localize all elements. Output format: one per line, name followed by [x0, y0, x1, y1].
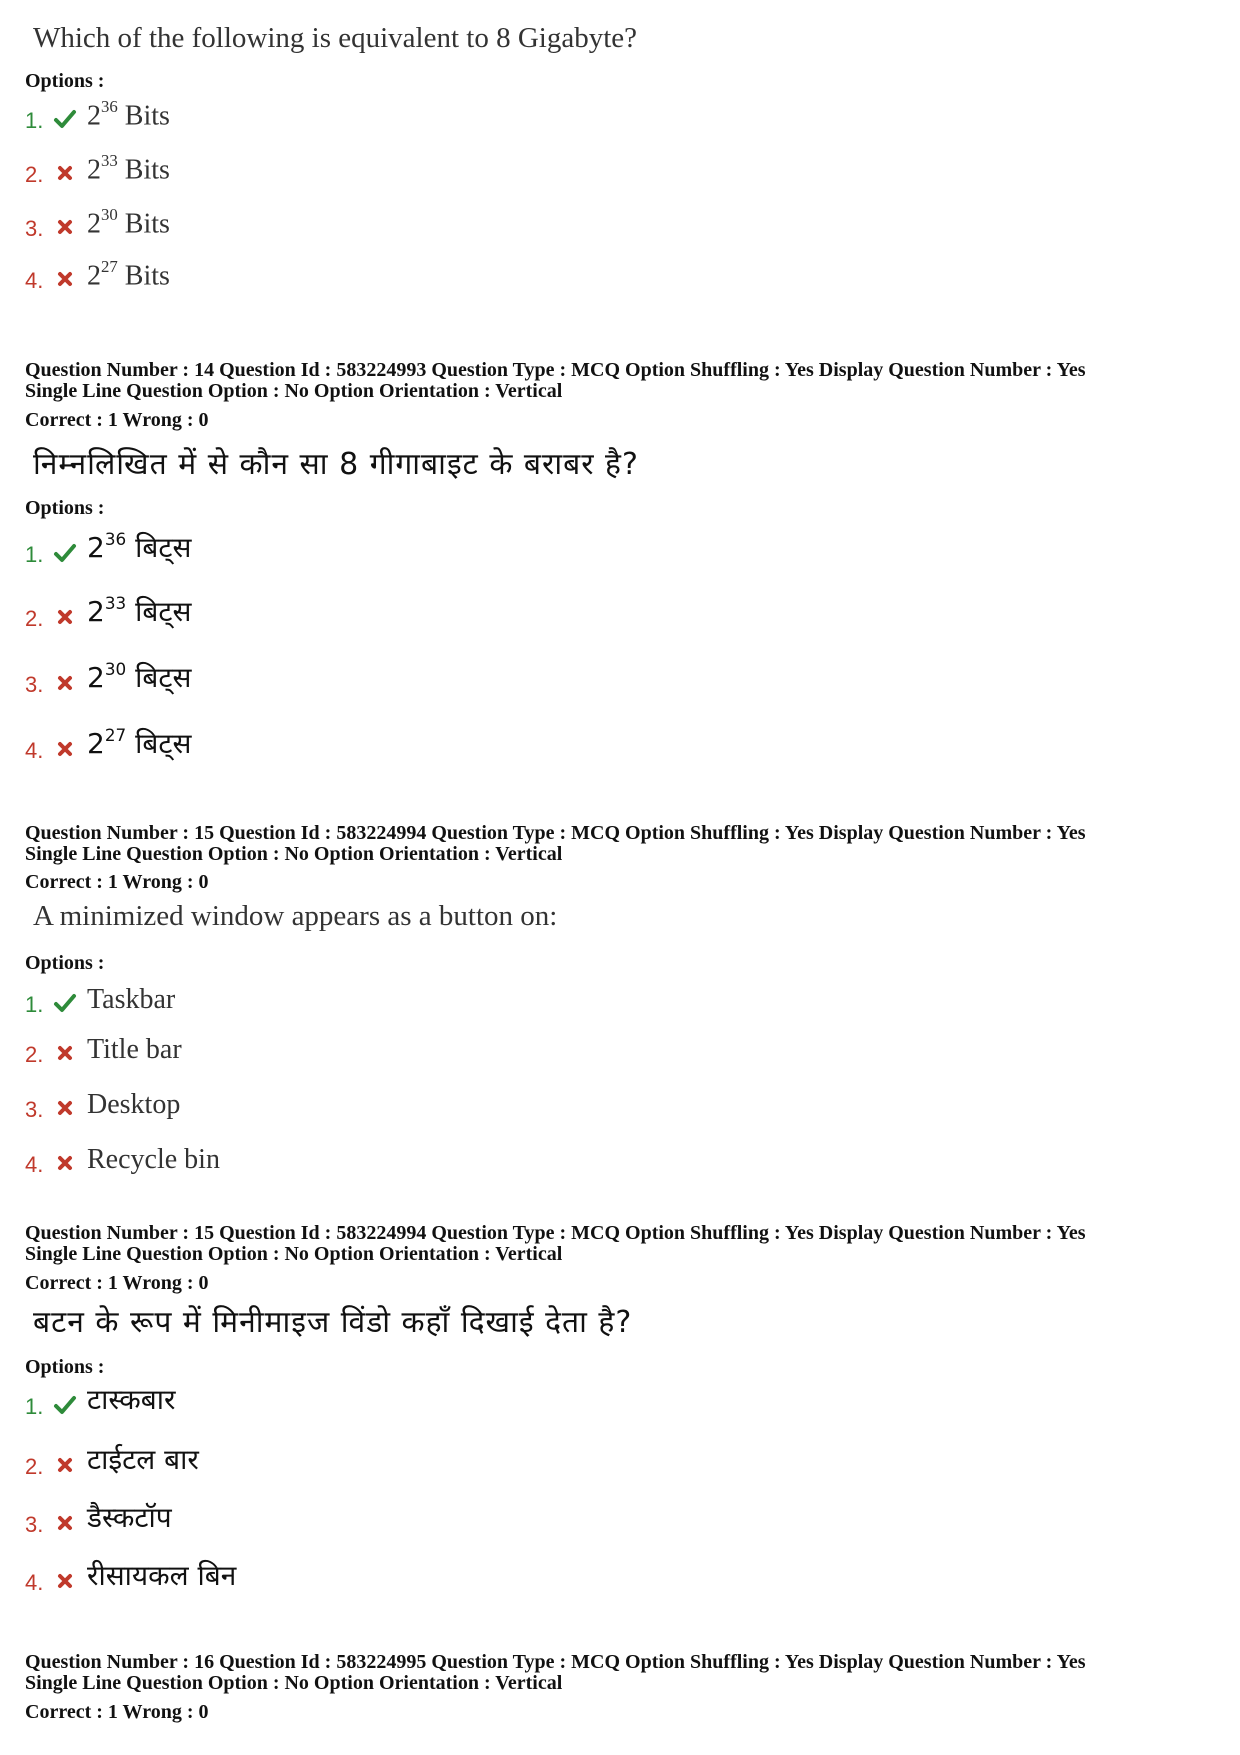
option-value: टाईटल बार	[87, 1443, 199, 1476]
option-number: 1.	[25, 992, 44, 1017]
power-base: 2	[87, 100, 101, 131]
cross-icon	[53, 1512, 77, 1534]
meta-line: Question Number : 14 Question Id : 583224993 Question Type : MCQ Option Shuffling : Yes Display Question Number : Yes	[25, 359, 1086, 381]
meta-line: Single Line Question Option : No Option Orientation : Vertical	[25, 1243, 563, 1265]
power-exponent: 27	[101, 256, 118, 276]
power-exponent: 30	[101, 204, 118, 224]
options-label: Options :	[25, 1356, 105, 1378]
meta-line: Question Number : 16 Question Id : 583224995 Question Type : MCQ Option Shuffling : Yes Display Question Number : Yes	[25, 1651, 1086, 1673]
option-number: 2.	[25, 1042, 44, 1067]
option-unit: बिट्स	[135, 661, 192, 694]
option-unit: Bits	[124, 260, 170, 291]
option-unit: बिट्स	[135, 531, 192, 564]
option-number: 2.	[25, 606, 44, 631]
question-text: निम्नलिखित में से कौन सा 8 गीगाबाइट के बराबर है?	[33, 447, 639, 482]
check-icon	[53, 992, 77, 1014]
option-value	[87, 592, 191, 630]
option-unit: Bits	[124, 208, 170, 239]
option-value	[87, 150, 170, 186]
marks-line: Correct : 1 Wrong : 0	[25, 409, 209, 431]
check-icon	[53, 542, 77, 564]
check-icon	[53, 108, 77, 130]
cross-icon	[53, 738, 77, 760]
power-exponent: 27	[104, 724, 127, 745]
marks-line: Correct : 1 Wrong : 0	[25, 871, 209, 893]
question-meta	[25, 1223, 1085, 1265]
option-number: 1.	[25, 542, 44, 567]
meta-line: Single Line Question Option : No Option Orientation : Vertical	[25, 1672, 563, 1694]
option-number: 4.	[25, 1570, 44, 1595]
options-label: Options :	[25, 497, 105, 519]
cross-icon	[53, 1454, 77, 1476]
power-exponent: 36	[104, 528, 127, 549]
cross-icon	[53, 672, 77, 694]
power-base: 2	[87, 260, 101, 291]
option-number: 3.	[25, 672, 44, 697]
option-unit: Bits	[124, 100, 170, 131]
power-exponent: 36	[101, 96, 118, 116]
question-text: A minimized window appears as a button on:	[33, 900, 558, 932]
power-exponent: 33	[104, 592, 127, 613]
option-value: Desktop	[87, 1089, 181, 1120]
option-value: टास्कबार	[87, 1383, 176, 1416]
options-label: Options :	[25, 952, 105, 974]
power-base: 2	[87, 154, 101, 185]
option-value	[87, 658, 191, 696]
cross-icon	[53, 606, 77, 628]
meta-line: Question Number : 15 Question Id : 583224994 Question Type : MCQ Option Shuffling : Yes Display Question Number : Yes	[25, 822, 1086, 844]
power-base: 2	[87, 727, 105, 760]
power-exponent: 30	[104, 658, 127, 679]
cross-icon	[53, 268, 77, 290]
option-value	[87, 528, 191, 566]
meta-line: Question Number : 15 Question Id : 583224994 Question Type : MCQ Option Shuffling : Yes Display Question Number : Yes	[25, 1222, 1086, 1244]
option-number: 4.	[25, 738, 44, 763]
power-base: 2	[87, 208, 101, 239]
option-value	[87, 204, 170, 240]
cross-icon	[53, 1152, 77, 1174]
option-unit: बिट्स	[135, 727, 192, 760]
option-number: 4.	[25, 1152, 44, 1177]
question-meta	[25, 360, 1085, 402]
question-meta	[25, 823, 1085, 865]
option-value	[87, 256, 170, 292]
question-text: बटन के रूप में मिनीमाइज विंडो कहाँ दिखाई देता है?	[33, 1305, 633, 1340]
option-value: Taskbar	[87, 984, 176, 1015]
option-value: रीसायकल बिन	[87, 1559, 237, 1592]
cross-icon	[53, 1097, 77, 1119]
option-value	[87, 724, 191, 762]
cross-icon	[53, 1042, 77, 1064]
option-number: 3.	[25, 1512, 44, 1537]
question-meta	[25, 1652, 1085, 1694]
meta-line: Single Line Question Option : No Option Orientation : Vertical	[25, 380, 563, 402]
options-label: Options :	[25, 70, 105, 92]
option-number: 1.	[25, 1394, 44, 1419]
option-number: 2.	[25, 1454, 44, 1479]
option-number: 4.	[25, 268, 44, 293]
power-base: 2	[87, 661, 105, 694]
marks-line: Correct : 1 Wrong : 0	[25, 1701, 209, 1723]
question-text: Which of the following is equivalent to 8 Gigabyte?	[33, 22, 638, 54]
option-value: डैस्कटॉप	[87, 1501, 172, 1534]
option-value: Title bar	[87, 1034, 182, 1065]
cross-icon	[53, 1570, 77, 1592]
power-exponent: 33	[101, 150, 118, 170]
option-value: Recycle bin	[87, 1144, 220, 1175]
option-value	[87, 96, 170, 132]
option-unit: Bits	[124, 154, 170, 185]
meta-line: Single Line Question Option : No Option Orientation : Vertical	[25, 843, 563, 865]
power-base: 2	[87, 595, 105, 628]
check-icon	[53, 1394, 77, 1416]
cross-icon	[53, 216, 77, 238]
option-number: 2.	[25, 162, 44, 187]
option-number: 3.	[25, 1097, 44, 1122]
option-number: 3.	[25, 216, 44, 241]
cross-icon	[53, 162, 77, 184]
option-unit: बिट्स	[135, 595, 192, 628]
power-base: 2	[87, 531, 105, 564]
marks-line: Correct : 1 Wrong : 0	[25, 1272, 209, 1294]
option-number: 1.	[25, 108, 44, 133]
